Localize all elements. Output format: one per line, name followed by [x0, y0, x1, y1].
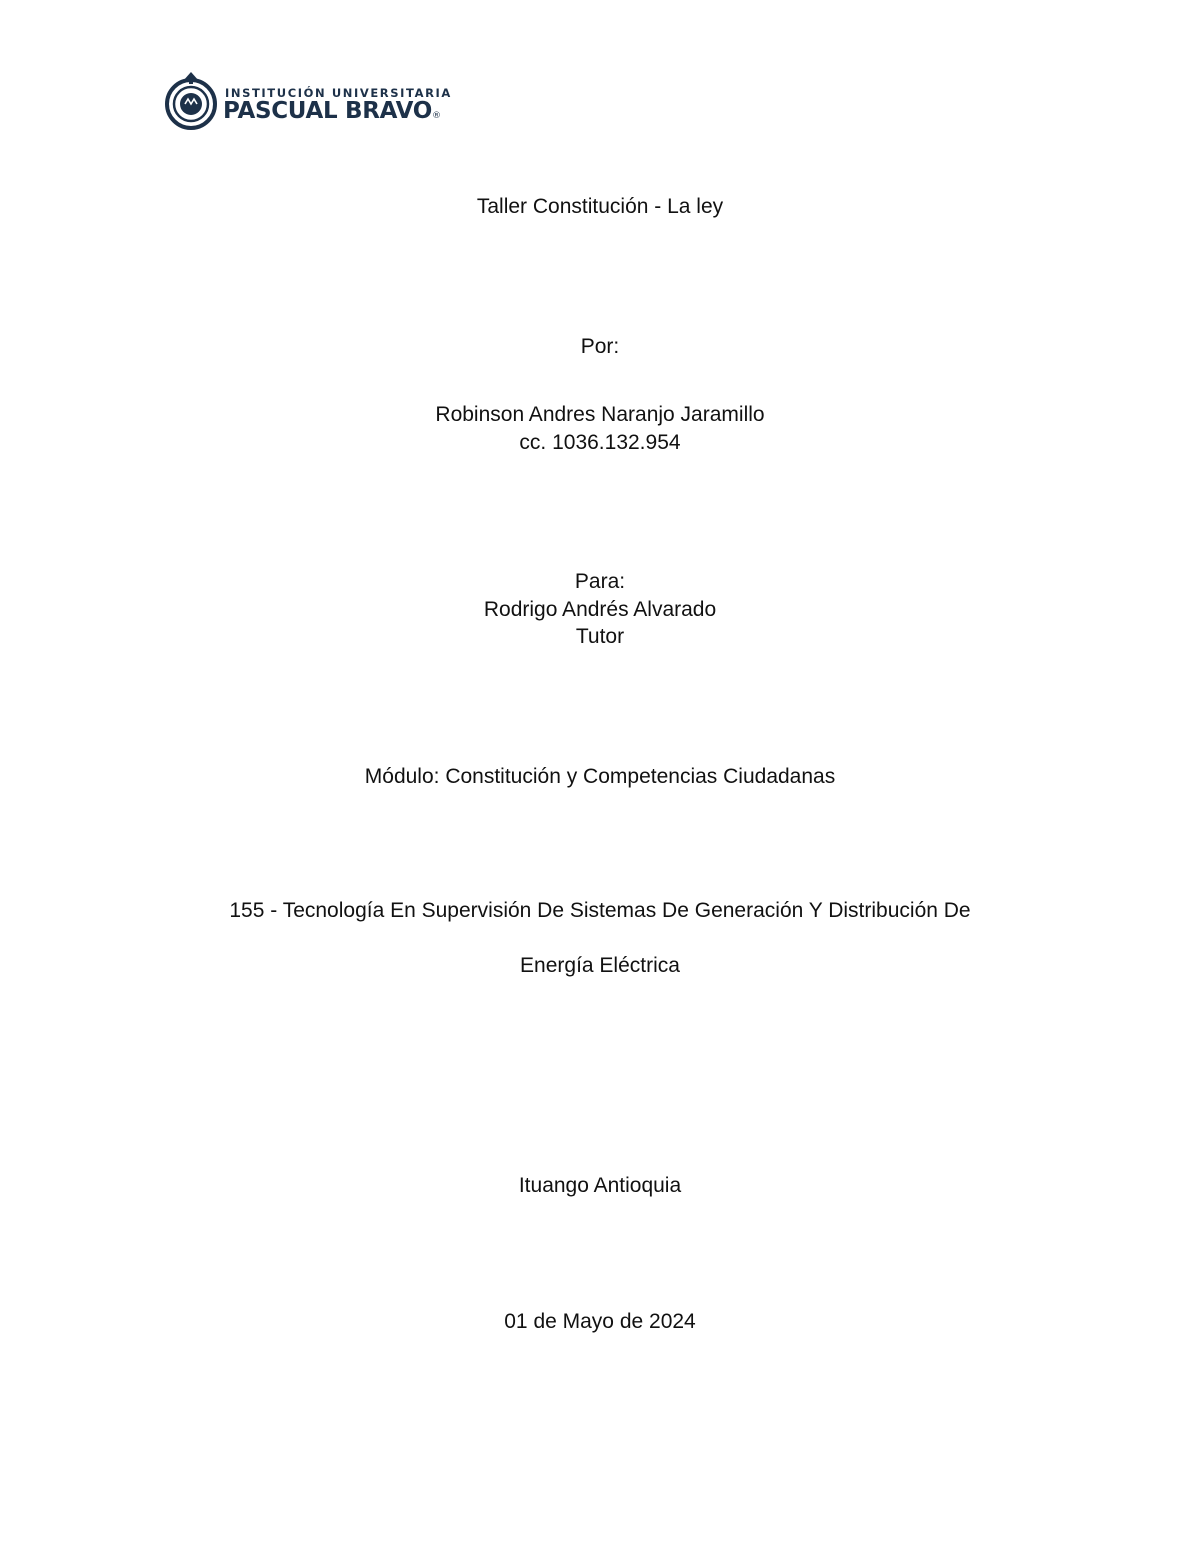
tutor-role: Tutor	[575, 625, 625, 648]
shield-emblem-icon	[165, 68, 225, 132]
document-title: Taller Constitución - La ley	[476, 195, 724, 218]
document-date: 01 de Mayo de 2024	[504, 1310, 696, 1333]
program-line-1: 155 - Tecnología En Supervisión De Sistemas De Generación Y Distribución De	[229, 899, 971, 922]
institution-logo	[165, 68, 465, 132]
author-id: cc. 1036.132.954	[519, 431, 681, 454]
logo-name-text: PASCUAL BRAVO	[223, 98, 432, 124]
tutor-name: Rodrigo Andrés Alvarado	[483, 598, 717, 621]
logo-institution-label: INSTITUCIÓN UNIVERSITARIA	[225, 86, 452, 100]
location: Ituango Antioquia	[518, 1174, 682, 1197]
author-name: Robinson Andres Naranjo Jaramillo	[435, 403, 765, 426]
registered-mark: ®	[431, 111, 441, 121]
logo-institution-name	[223, 98, 441, 124]
by-label: Por:	[580, 335, 620, 358]
for-label: Para:	[574, 570, 626, 593]
program-line-2: Energía Eléctrica	[520, 954, 680, 977]
module-name: Módulo: Constitución y Competencias Ciudadanas	[364, 765, 836, 788]
